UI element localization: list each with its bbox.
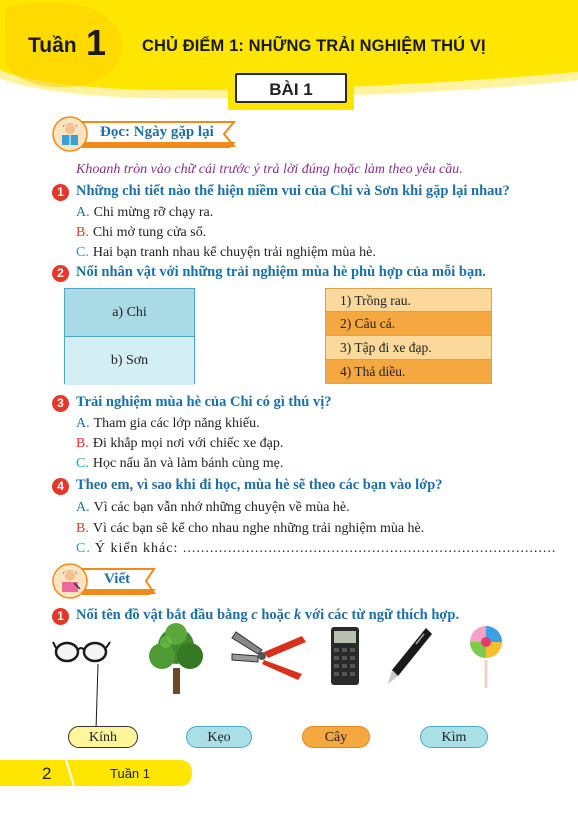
option-text: Hai bạn tranh nhau kể chuyện trải nghiệm mùa hè. <box>92 245 376 260</box>
option-letter: B. <box>76 436 89 451</box>
question-number-2: 2 <box>52 265 69 282</box>
q1-option-c[interactable] <box>76 245 376 261</box>
option-text: Học nấu ăn và làm bánh cùng mẹ. <box>92 456 284 471</box>
tree-icon[interactable] <box>146 622 206 696</box>
week-number: 1 <box>86 22 107 63</box>
footer-band <box>0 756 200 786</box>
q1-option-a[interactable] <box>76 205 213 221</box>
q4-option-b[interactable] <box>76 521 424 537</box>
option-text: Vì các bạn vẫn nhớ những chuyện về mùa hè. <box>93 500 350 515</box>
match-left-column <box>64 288 195 384</box>
option-text: Ý kiến khác: ................................................................................... <box>94 541 557 556</box>
word-cay[interactable]: Cây <box>302 726 370 748</box>
week-label: Tuần <box>28 34 77 57</box>
lollipop-icon[interactable] <box>466 624 506 690</box>
lesson-title: BÀI 1 <box>235 73 347 103</box>
option-text: Chi mừng rỡ chạy ra. <box>93 205 214 220</box>
option-letter: A. <box>76 205 90 220</box>
calculator-icon[interactable] <box>330 626 360 686</box>
option-letter: B. <box>76 521 89 536</box>
word-kim[interactable]: Kìm <box>420 726 488 748</box>
option-letter: A. <box>76 500 90 515</box>
q4-option-a[interactable] <box>76 500 350 516</box>
option-letter: B. <box>76 225 89 240</box>
question-3-text: Trải nghiệm mùa hè của Chi có gì thú vị? <box>76 394 332 410</box>
match-right-column <box>325 288 492 384</box>
option-text: Chi mở tung cửa sổ. <box>92 225 207 240</box>
page-number: 2 <box>42 764 52 783</box>
experience-2[interactable]: 2) Câu cá. <box>325 312 492 336</box>
word-kinh[interactable]: Kính <box>68 726 138 748</box>
question-4-text: Theo em, vì sao khi đi học, mùa hè sẽ theo các bạn vào lớp? <box>76 477 443 493</box>
option-letter: A. <box>76 416 90 431</box>
question-number-3: 3 <box>52 395 69 412</box>
question-2-text: Nối nhân vật với những trải nghiệm mùa hè phù hợp của mỗi bạn. <box>76 264 486 280</box>
footer-week: Tuần 1 <box>110 766 150 781</box>
q3-option-a[interactable] <box>76 416 260 432</box>
instruction-text: Khoanh tròn vào chữ cái trước ý trả lời đúng hoặc làm theo yêu cầu. <box>76 162 463 177</box>
option-text: Tham gia các lớp năng khiếu. <box>93 416 260 431</box>
option-text: Đi khắp mọi nơi với chiếc xe đạp. <box>92 436 284 451</box>
option-text: Vì các bạn sẽ kể cho nhau nghe những trải nghiệm mùa hè. <box>92 521 425 536</box>
writing-section-title: Viết <box>104 571 131 587</box>
option-letter: C. <box>76 541 91 556</box>
character-son[interactable]: b) Sơn <box>65 337 194 385</box>
reading-section-title: Đọc: Ngày gặp lại <box>100 124 214 140</box>
character-chi[interactable]: a) Chi <box>65 289 194 337</box>
topic-title: CHỦ ĐIỂM 1: NHỮNG TRẢI NGHIỆM THÚ VỊ <box>142 37 486 55</box>
glasses-icon[interactable] <box>52 636 112 666</box>
writing-question-number-1: 1 <box>52 608 69 625</box>
q3-option-c[interactable] <box>76 456 283 472</box>
experience-3[interactable]: 3) Tập đi xe đạp. <box>325 336 492 360</box>
pliers-icon[interactable] <box>228 628 308 684</box>
question-1-text: Những chi tiết nào thể hiện niềm vui của Chi và Sơn khi gặp lại nhau? <box>76 183 510 199</box>
question-number-1: 1 <box>52 184 69 201</box>
writing-question-1-text: Nối tên đồ vật bắt đầu bằng c hoặc k với các từ ngữ thích hợp. <box>76 607 460 623</box>
experience-1[interactable]: 1) Trồng rau. <box>325 288 492 312</box>
q3-option-b[interactable] <box>76 436 283 452</box>
q1-option-b[interactable] <box>76 225 206 241</box>
question-number-4: 4 <box>52 478 69 495</box>
option-letter: C. <box>76 456 89 471</box>
word-keo[interactable]: Kẹo <box>186 726 252 748</box>
q4-option-c[interactable] <box>76 541 556 557</box>
option-letter: C. <box>76 245 89 260</box>
pen-icon[interactable] <box>386 626 436 686</box>
experience-4[interactable]: 4) Thả diều. <box>325 360 492 384</box>
